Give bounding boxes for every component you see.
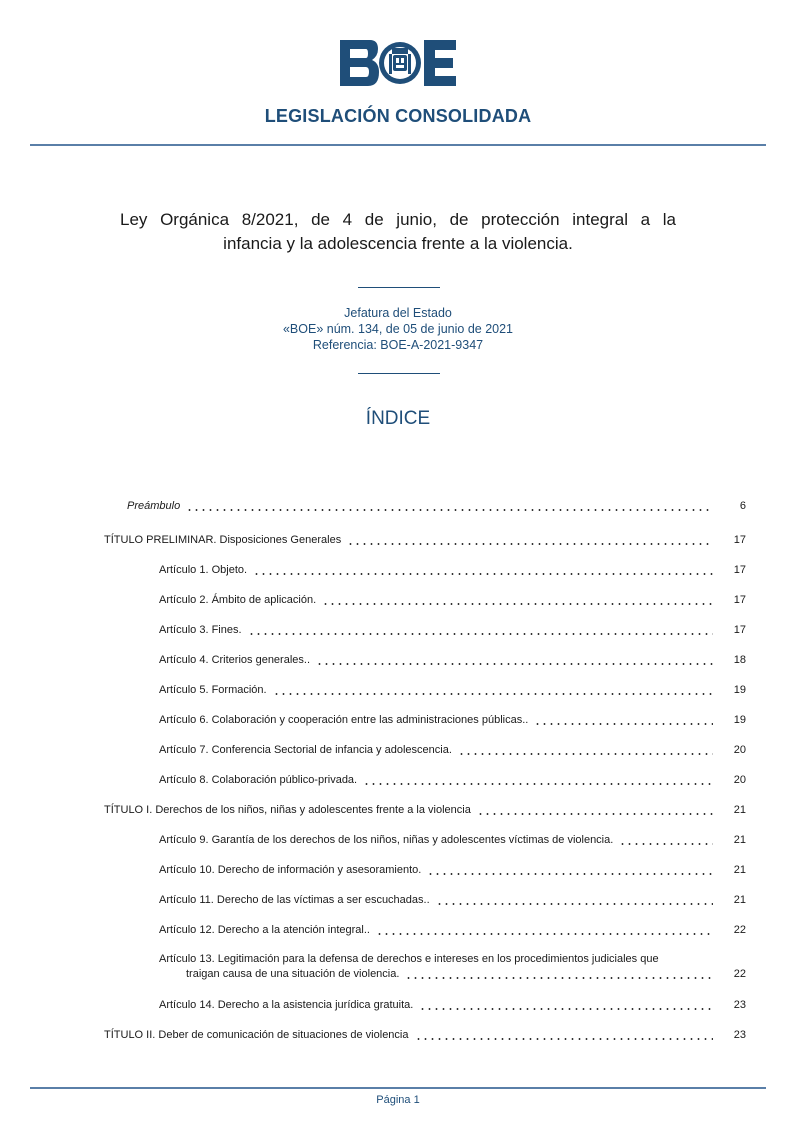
publication-info: «BOE» núm. 134, de 05 de junio de 2021 [282, 322, 514, 336]
toc-label: traigan causa de una situación de violencia. [186, 968, 400, 980]
toc-entry-articulo-2[interactable] [159, 594, 719, 606]
toc-label: Artículo 2. Ámbito de aplicación. [159, 594, 317, 606]
index-heading: ÍNDICE [365, 408, 431, 429]
toc-label: Artículo 14. Derecho a la asistencia jurídica gratuita. [159, 999, 414, 1011]
toc-leader-dots [415, 1031, 714, 1041]
toc-label: Artículo 8. Colaboración público-privada. [159, 774, 358, 786]
toc-entry-articulo-12[interactable] [159, 924, 719, 936]
toc-leader-dots [248, 626, 713, 636]
toc-leader-dots [322, 596, 713, 606]
toc-entry-preambulo[interactable] [127, 500, 719, 512]
boe-logo [338, 38, 458, 88]
toc-entry-titulo-preliminar[interactable] [104, 534, 719, 546]
toc-entry-articulo-9[interactable] [159, 834, 719, 846]
toc-page-number: 23 [733, 999, 746, 1011]
toc-leader-dots [458, 746, 713, 756]
toc-label: Preámbulo [127, 500, 181, 512]
toc-leader-dots [534, 716, 713, 726]
toc-label: Artículo 4. Criterios generales.. [159, 654, 311, 666]
law-title-line-1: Ley Orgánica 8/2021, de 4 de junio, de protección integral a la [120, 210, 676, 229]
reference: Referencia: BOE-A-2021-9347 [312, 338, 484, 352]
toc-leader-dots [376, 926, 713, 936]
toc-leader-dots [477, 806, 713, 816]
toc-page-number: 19 [733, 684, 746, 696]
toc-entry-articulo-3[interactable] [159, 624, 719, 636]
page-number-footer: Página 1 [376, 1094, 420, 1106]
toc-page-number: 21 [733, 804, 746, 816]
meta-divider-bottom [358, 373, 440, 374]
toc-label: TÍTULO PRELIMINAR. Disposiciones Generales [104, 534, 342, 546]
toc-entry-articulo-8[interactable] [159, 774, 719, 786]
toc-page-number: 20 [733, 774, 746, 786]
toc-label: Artículo 12. Derecho a la atención integral.. [159, 924, 370, 936]
law-title [120, 208, 676, 256]
toc-page-number: 21 [733, 894, 746, 906]
toc-entry-articulo-10[interactable] [159, 864, 719, 876]
header-divider [30, 144, 766, 146]
toc-label: Artículo 1. Objeto. [159, 564, 248, 576]
toc-leader-dots [619, 836, 713, 846]
toc-leader-dots [405, 970, 713, 980]
toc-entry-articulo-11[interactable] [159, 894, 719, 906]
toc-page-number: 20 [733, 744, 746, 756]
toc-label: Artículo 6. Colaboración y cooperación entre las administraciones públicas.. [159, 714, 529, 726]
toc-leader-dots [347, 536, 713, 546]
toc-entry-titulo-1[interactable] [104, 804, 719, 816]
toc-leader-dots [273, 686, 713, 696]
toc-entry-articulo-13-line-2[interactable] [186, 968, 719, 980]
meta-divider-top [358, 287, 440, 288]
toc-label: Artículo 3. Fines. [159, 624, 242, 636]
toc-label: Artículo 9. Garantía de los derechos de los niños, niñas y adolescentes víctimas de violencia. [159, 834, 614, 846]
toc-entry-articulo-14[interactable] [159, 999, 719, 1011]
boe-logo-icon [338, 38, 458, 88]
toc-page-number: 22 [733, 968, 746, 980]
toc-page-number: 17 [733, 624, 746, 636]
toc-leader-dots [419, 1001, 713, 1011]
toc-page-number: 18 [733, 654, 746, 666]
toc-label: TÍTULO I. Derechos de los niños, niñas y adolescentes frente a la violencia [104, 804, 471, 816]
toc-entry-articulo-13-line-1[interactable] [159, 950, 719, 968]
toc-entry-titulo-2[interactable] [104, 1029, 719, 1041]
toc-page-number: 19 [733, 714, 746, 726]
toc-page-number: 17 [733, 534, 746, 546]
toc-leader-dots [436, 896, 713, 906]
toc-leader-dots [363, 776, 713, 786]
toc-page-number: 6 [739, 500, 746, 512]
toc-leader-dots [316, 656, 713, 666]
toc-entry-articulo-1[interactable] [159, 564, 719, 576]
issuer: Jefatura del Estado [344, 306, 452, 320]
toc-entry-articulo-6[interactable] [159, 714, 719, 726]
toc-label: Artículo 10. Derecho de información y asesoramiento. [159, 864, 422, 876]
toc-page-number: 21 [733, 834, 746, 846]
toc-label: TÍTULO II. Deber de comunicación de situaciones de violencia [104, 1029, 409, 1041]
toc-label: Artículo 7. Conferencia Sectorial de infancia y adolescencia. [159, 744, 452, 756]
toc-page-number: 21 [733, 864, 746, 876]
toc-leader-dots [253, 566, 713, 576]
toc-label: Artículo 13. Legitimación para la defensa de derechos e intereses en los procedimientos judiciales que [159, 953, 659, 965]
toc-leader-dots [186, 502, 713, 512]
toc-leader-dots [427, 866, 713, 876]
toc-page-number: 22 [733, 924, 746, 936]
footer-divider [30, 1087, 766, 1089]
toc-page-number: 17 [733, 594, 746, 606]
law-title-line-2: infancia y la adolescencia frente a la violencia. [223, 234, 573, 253]
header-title: LEGISLACIÓN CONSOLIDADA [264, 106, 532, 126]
toc-label: Artículo 11. Derecho de las víctimas a ser escuchadas.. [159, 894, 430, 906]
toc-entry-articulo-5[interactable] [159, 684, 719, 696]
toc-page-number: 17 [733, 564, 746, 576]
toc-label: Artículo 5. Formación. [159, 684, 267, 696]
toc-entry-articulo-7[interactable] [159, 744, 719, 756]
toc-page-number: 23 [733, 1029, 746, 1041]
toc-entry-articulo-4[interactable] [159, 654, 719, 666]
